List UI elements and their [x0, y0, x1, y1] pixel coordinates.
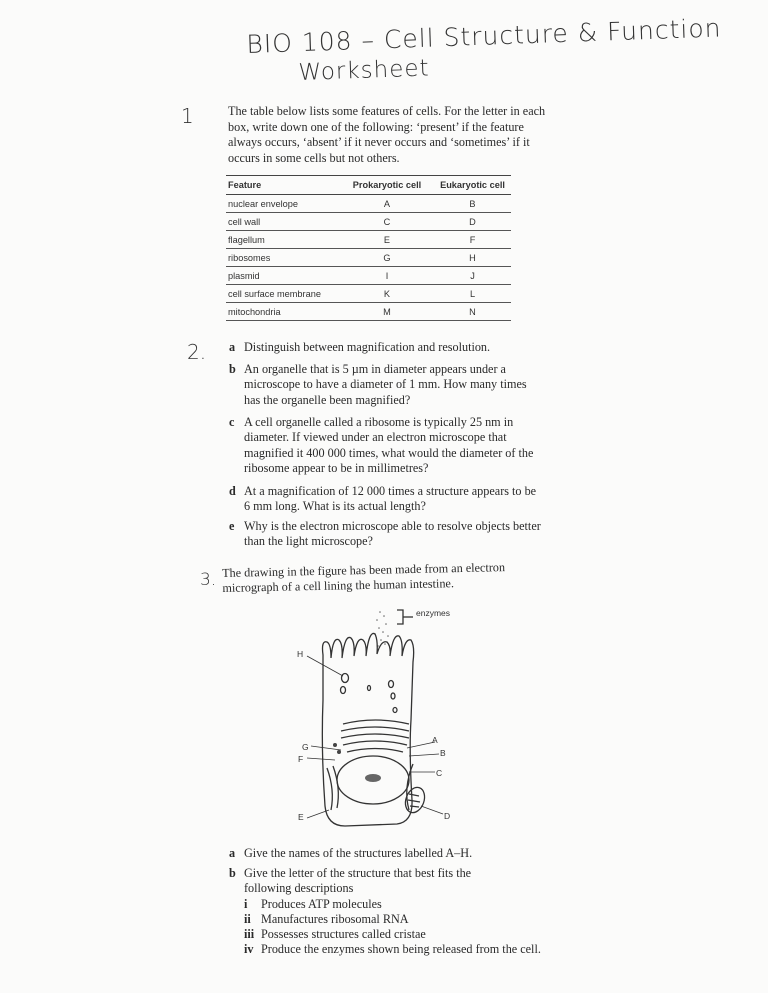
eukaryotic-cell: H — [434, 249, 511, 267]
question-2d — [229, 484, 544, 515]
question-2-number: 2. — [187, 340, 207, 364]
label-enzymes: enzymes — [416, 608, 451, 618]
label-e: E — [298, 812, 304, 822]
sub-item-number: iii — [244, 927, 255, 941]
feature-cell: nuclear envelope — [226, 195, 340, 213]
feature-cell: ribosomes — [226, 249, 340, 267]
question-3-number: 3. — [200, 570, 217, 590]
table-header-eukaryotic: Eukaryotic cell — [434, 176, 511, 195]
part-text: Distinguish between magnification and resolution. — [244, 340, 491, 354]
feature-cell: flagellum — [226, 231, 340, 249]
part-text: A cell organelle called a ribosome is typically 25 nm in diameter. If viewed under an electron microscope that magnified it 400 000 times, what would the diameter of the ribosome appear to be in millimetres? — [244, 415, 534, 476]
prokaryotic-cell: E — [340, 231, 434, 249]
table-row — [226, 249, 511, 267]
part-text: At a magnification of 12 000 times a structure appears to be 6 mm long. What is its actual length? — [244, 484, 537, 514]
prokaryotic-cell: I — [340, 267, 434, 285]
part-letter: a — [229, 340, 236, 354]
question-2c — [229, 415, 544, 477]
question-3b — [229, 866, 519, 897]
eukaryotic-cell: F — [434, 231, 511, 249]
sub-item-text: Possesses structures called cristae — [261, 927, 426, 941]
table-header-row — [226, 176, 511, 195]
sub-item-number: iv — [244, 942, 254, 956]
prokaryotic-cell: M — [340, 303, 434, 321]
table-header-prokaryotic: Prokaryotic cell — [340, 176, 434, 195]
question-3-text: The drawing in the figure has been made from an electron micrograph of a cell lining the human intestine. — [222, 560, 506, 596]
sub-item-text: Manufactures ribosomal RNA — [261, 912, 409, 926]
part-letter: a — [229, 846, 236, 860]
worksheet-subtitle: Worksheet — [298, 55, 430, 86]
table-header-feature: Feature — [226, 176, 340, 195]
question-1-number: 1 — [181, 104, 194, 128]
part-text: Give the letter of the structure that best fits the following descriptions — [244, 866, 472, 896]
sub-item-iii — [244, 927, 426, 942]
part-letter: c — [229, 415, 235, 429]
question-1-text: The table below lists some features of cells. For the letter in each box, write down one of the following: ‘present’ if the feature always occurs, ‘absent’ if it never occurs and ‘sometimes’ if it occurs in some cells but not others. — [228, 104, 546, 165]
sub-item-number: ii — [244, 912, 251, 926]
label-b: B — [440, 748, 446, 758]
table-row — [226, 285, 511, 303]
eukaryotic-cell: L — [434, 285, 511, 303]
sub-item-number: i — [244, 897, 248, 911]
sub-item-ii — [244, 912, 409, 927]
sub-item-i — [244, 897, 382, 912]
part-letter: e — [229, 519, 235, 533]
prokaryotic-cell: C — [340, 213, 434, 231]
feature-cell: plasmid — [226, 267, 340, 285]
eukaryotic-cell: D — [434, 213, 511, 231]
prokaryotic-cell: G — [340, 249, 434, 267]
eukaryotic-cell: B — [434, 195, 511, 213]
sub-item-text: Produce the enzymes shown being released from the cell. — [261, 942, 541, 956]
part-text: An organelle that is 5 µm in diameter appears under a microscope to have a diameter of 1 mm. How many times has the organelle been magnified? — [244, 362, 527, 407]
label-g: G — [302, 742, 309, 752]
table-row — [226, 231, 511, 249]
table-row — [226, 213, 511, 231]
part-letter: b — [229, 866, 236, 880]
label-c: C — [436, 768, 443, 778]
feature-cell: mitochondria — [226, 303, 340, 321]
part-text: Give the names of the structures labelled A–H. — [244, 846, 473, 860]
part-text: Why is the electron microscope able to resolve objects better than the light microscope? — [244, 519, 541, 549]
worksheet-title: BIO 108 – Cell Structure & Function — [246, 13, 722, 59]
intestinal-cell-figure — [285, 600, 485, 830]
question-3a — [229, 846, 549, 861]
feature-cell: cell wall — [226, 213, 340, 231]
question-2b — [229, 362, 539, 408]
table-row — [226, 267, 511, 285]
part-letter: d — [229, 484, 236, 498]
prokaryotic-cell: K — [340, 285, 434, 303]
table-row — [226, 303, 511, 321]
sub-item-iv — [244, 942, 544, 957]
feature-cell: cell surface membrane — [226, 285, 340, 303]
question-2e — [229, 519, 544, 550]
part-letter: b — [229, 362, 236, 376]
cell-features-table — [226, 175, 511, 321]
table-row — [226, 195, 511, 213]
eukaryotic-cell: J — [434, 267, 511, 285]
prokaryotic-cell: A — [340, 195, 434, 213]
question-2a — [229, 340, 549, 355]
label-d: D — [444, 811, 451, 821]
label-f: F — [298, 754, 304, 764]
golgi-body — [333, 720, 409, 754]
eukaryotic-cell: N — [434, 303, 511, 321]
sub-item-text: Produces ATP molecules — [261, 897, 382, 911]
label-a: A — [432, 735, 438, 745]
label-h: H — [297, 649, 304, 659]
